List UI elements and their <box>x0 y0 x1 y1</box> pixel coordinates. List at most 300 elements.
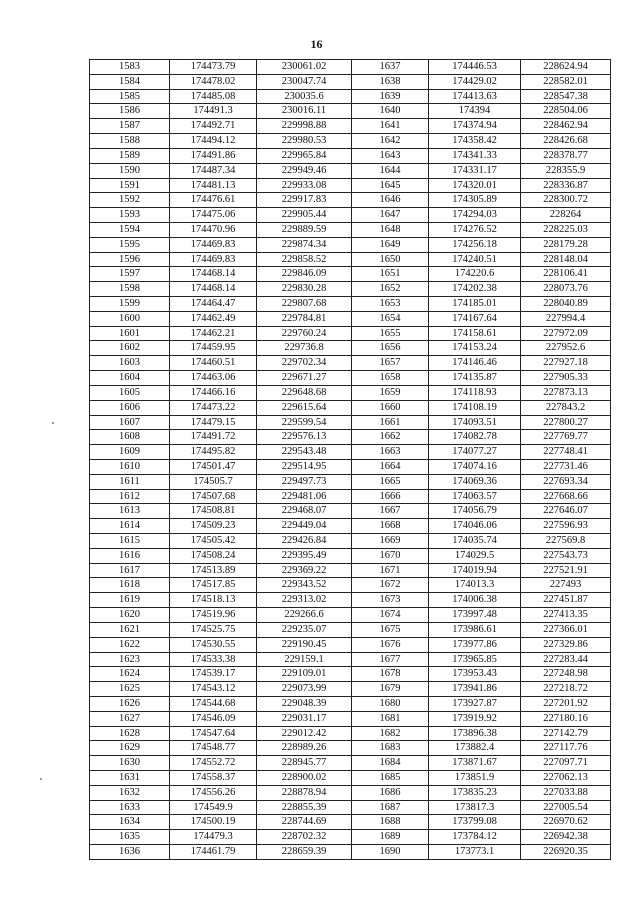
table-cell: 174294.03 <box>429 208 521 223</box>
table-cell: 228900.02 <box>257 771 352 786</box>
table-cell: 174507.68 <box>170 489 257 504</box>
table-cell: 229426.84 <box>257 534 352 549</box>
table-cell: 1601 <box>90 326 170 341</box>
table-row <box>90 785 611 800</box>
table-cell: 1585 <box>90 89 170 104</box>
table-cell: 174013.3 <box>429 578 521 593</box>
table-row <box>90 222 611 237</box>
table-cell: 1646 <box>352 193 429 208</box>
table-cell: 227005.54 <box>521 800 611 815</box>
table-row <box>90 89 611 104</box>
table-cell: 174508.81 <box>170 504 257 519</box>
table-cell: 174220.6 <box>429 267 521 282</box>
table-cell: 1640 <box>352 104 429 119</box>
table-cell: 230035.6 <box>257 89 352 104</box>
table-cell: 174082.78 <box>429 430 521 445</box>
table-cell: 229648.68 <box>257 385 352 400</box>
table-cell: 229671.27 <box>257 371 352 386</box>
table-row <box>90 415 611 430</box>
table-cell: 227142.79 <box>521 726 611 741</box>
table-row <box>90 148 611 163</box>
table-cell: 1614 <box>90 519 170 534</box>
table-cell: 228582.01 <box>521 74 611 89</box>
table-cell: 1665 <box>352 474 429 489</box>
table-cell: 229576.13 <box>257 430 352 445</box>
table-row <box>90 696 611 711</box>
table-cell: 174517.85 <box>170 578 257 593</box>
table-cell: 1647 <box>352 208 429 223</box>
table-cell: 174543.12 <box>170 682 257 697</box>
table-cell: 229784.81 <box>257 311 352 326</box>
table-cell: 1680 <box>352 696 429 711</box>
table-cell: 1619 <box>90 593 170 608</box>
table-row <box>90 593 611 608</box>
table-cell: 174547.64 <box>170 726 257 741</box>
table-cell: 173986.61 <box>429 622 521 637</box>
table-cell: 227366.01 <box>521 622 611 637</box>
table-cell: 1607 <box>90 415 170 430</box>
table-cell: 1583 <box>90 60 170 75</box>
table-cell: 1596 <box>90 252 170 267</box>
table-cell: 1690 <box>352 845 429 860</box>
scan-speck <box>40 778 42 780</box>
table-cell: 1629 <box>90 741 170 756</box>
table-cell: 229369.22 <box>257 563 352 578</box>
table-cell: 229965.84 <box>257 148 352 163</box>
table-cell: 174549.9 <box>170 800 257 815</box>
table-cell: 229266.6 <box>257 608 352 623</box>
table-row <box>90 578 611 593</box>
table-cell: 1679 <box>352 682 429 697</box>
table-cell: 1684 <box>352 756 429 771</box>
table-cell: 174069.36 <box>429 474 521 489</box>
table-cell: 230047.74 <box>257 74 352 89</box>
table-cell: 174446.53 <box>429 60 521 75</box>
table-row <box>90 371 611 386</box>
table-cell: 1660 <box>352 400 429 415</box>
table-cell: 1600 <box>90 311 170 326</box>
table-cell: 1622 <box>90 637 170 652</box>
table-row <box>90 104 611 119</box>
table-cell: 227905.33 <box>521 371 611 386</box>
table-row <box>90 459 611 474</box>
table-cell: 228744.69 <box>257 815 352 830</box>
table-cell: 1621 <box>90 622 170 637</box>
table-cell: 1636 <box>90 845 170 860</box>
table-cell: 174500.19 <box>170 815 257 830</box>
table-cell: 173871.67 <box>429 756 521 771</box>
table-cell: 1670 <box>352 548 429 563</box>
table-cell: 1661 <box>352 415 429 430</box>
table-cell: 228945.77 <box>257 756 352 771</box>
table-cell: 174505.7 <box>170 474 257 489</box>
table-cell: 1625 <box>90 682 170 697</box>
table-row <box>90 341 611 356</box>
table-cell: 1632 <box>90 785 170 800</box>
table-cell: 228225.03 <box>521 222 611 237</box>
table-row <box>90 326 611 341</box>
table-cell: 1638 <box>352 74 429 89</box>
table-cell: 227569.8 <box>521 534 611 549</box>
table-row <box>90 163 611 178</box>
table-cell: 1664 <box>352 459 429 474</box>
table-cell: 174167.64 <box>429 311 521 326</box>
table-cell: 229514.95 <box>257 459 352 474</box>
table-cell: 1678 <box>352 667 429 682</box>
table-cell: 174135.87 <box>429 371 521 386</box>
table-cell: 174494.12 <box>170 134 257 149</box>
table-cell: 174108.19 <box>429 400 521 415</box>
table-cell: 229468.07 <box>257 504 352 519</box>
table-cell: 1592 <box>90 193 170 208</box>
table-cell: 1676 <box>352 637 429 652</box>
table-row <box>90 608 611 623</box>
table-cell: 1639 <box>352 89 429 104</box>
table-cell: 227180.16 <box>521 711 611 726</box>
table-cell: 227201.92 <box>521 696 611 711</box>
table-cell: 229190.45 <box>257 637 352 652</box>
table-cell: 174466.16 <box>170 385 257 400</box>
table-cell: 229702.34 <box>257 356 352 371</box>
table-cell: 226942.38 <box>521 830 611 845</box>
table-cell: 1671 <box>352 563 429 578</box>
table-cell: 228878.94 <box>257 785 352 800</box>
table-cell: 1654 <box>352 311 429 326</box>
table-cell: 1653 <box>352 297 429 312</box>
table-cell: 229497.73 <box>257 474 352 489</box>
table-row <box>90 74 611 89</box>
table-cell: 1682 <box>352 726 429 741</box>
table-cell: 228040.89 <box>521 297 611 312</box>
coordinates-table-body <box>90 60 611 860</box>
table-cell: 1673 <box>352 593 429 608</box>
table-cell: 174556.26 <box>170 785 257 800</box>
table-cell: 1643 <box>352 148 429 163</box>
table-cell: 228106.41 <box>521 267 611 282</box>
table-cell: 228148.04 <box>521 252 611 267</box>
table-cell: 173851.9 <box>429 771 521 786</box>
table-cell: 174077.27 <box>429 445 521 460</box>
table-cell: 227117.76 <box>521 741 611 756</box>
table-row <box>90 297 611 312</box>
table-cell: 174492.71 <box>170 119 257 134</box>
table-cell: 227873.13 <box>521 385 611 400</box>
table-cell: 1597 <box>90 267 170 282</box>
table-cell: 1605 <box>90 385 170 400</box>
table-cell: 227693.34 <box>521 474 611 489</box>
table-cell: 174470.96 <box>170 222 257 237</box>
table-cell: 229343.52 <box>257 578 352 593</box>
table-cell: 173882.4 <box>429 741 521 756</box>
table-cell: 1617 <box>90 563 170 578</box>
table-row <box>90 548 611 563</box>
table-cell: 174509.23 <box>170 519 257 534</box>
table-row <box>90 711 611 726</box>
table-cell: 229998.88 <box>257 119 352 134</box>
table-cell: 1610 <box>90 459 170 474</box>
table-cell: 229031.17 <box>257 711 352 726</box>
table-cell: 173997.48 <box>429 608 521 623</box>
table-cell: 1634 <box>90 815 170 830</box>
table-row <box>90 652 611 667</box>
table-cell: 228355.9 <box>521 163 611 178</box>
table-cell: 1652 <box>352 282 429 297</box>
table-cell: 1624 <box>90 667 170 682</box>
table-cell: 229874.34 <box>257 237 352 252</box>
table-row <box>90 430 611 445</box>
table-row <box>90 489 611 504</box>
table-cell: 174485.08 <box>170 89 257 104</box>
table-cell: 1645 <box>352 178 429 193</box>
table-row <box>90 311 611 326</box>
table-cell: 174158.61 <box>429 326 521 341</box>
table-cell: 1667 <box>352 504 429 519</box>
table-cell: 227646.07 <box>521 504 611 519</box>
table-cell: 227668.66 <box>521 489 611 504</box>
table-row <box>90 193 611 208</box>
table-row <box>90 622 611 637</box>
table-row <box>90 682 611 697</box>
table-cell: 229933.08 <box>257 178 352 193</box>
table-cell: 229736.8 <box>257 341 352 356</box>
table-cell: 1593 <box>90 208 170 223</box>
table-row <box>90 60 611 75</box>
table-cell: 228989.26 <box>257 741 352 756</box>
table-cell: 1641 <box>352 119 429 134</box>
table-cell: 174063.57 <box>429 489 521 504</box>
table-cell: 1588 <box>90 134 170 149</box>
table-cell: 228504.06 <box>521 104 611 119</box>
table-cell: 1606 <box>90 400 170 415</box>
table-cell: 174476.61 <box>170 193 257 208</box>
table-cell: 174429.02 <box>429 74 521 89</box>
table-cell: 1637 <box>352 60 429 75</box>
table-row <box>90 771 611 786</box>
table-cell: 228855.39 <box>257 800 352 815</box>
table-row <box>90 400 611 415</box>
table-cell: 1674 <box>352 608 429 623</box>
table-cell: 1659 <box>352 385 429 400</box>
table-cell: 1602 <box>90 341 170 356</box>
table-row <box>90 119 611 134</box>
table-cell: 1666 <box>352 489 429 504</box>
table-row <box>90 267 611 282</box>
table-cell: 227596.93 <box>521 519 611 534</box>
table-cell: 1618 <box>90 578 170 593</box>
table-cell: 1620 <box>90 608 170 623</box>
table-row <box>90 726 611 741</box>
table-cell: 229615.64 <box>257 400 352 415</box>
table-cell: 174276.52 <box>429 222 521 237</box>
table-cell: 174491.72 <box>170 430 257 445</box>
table-cell: 227329.86 <box>521 637 611 652</box>
table-cell: 174374.94 <box>429 119 521 134</box>
table-cell: 174413.63 <box>429 89 521 104</box>
table-cell: 1650 <box>352 252 429 267</box>
table-cell: 1628 <box>90 726 170 741</box>
table-cell: 174513.89 <box>170 563 257 578</box>
table-cell: 227493 <box>521 578 611 593</box>
table-cell: 174202.38 <box>429 282 521 297</box>
table-cell: 1662 <box>352 430 429 445</box>
table-cell: 174533.38 <box>170 652 257 667</box>
table-cell: 174046.06 <box>429 519 521 534</box>
table-cell: 229917.83 <box>257 193 352 208</box>
table-cell: 1604 <box>90 371 170 386</box>
table-cell: 1687 <box>352 800 429 815</box>
table-cell: 1635 <box>90 830 170 845</box>
table-cell: 228336.87 <box>521 178 611 193</box>
table-cell: 174461.79 <box>170 845 257 860</box>
table-cell: 228378.77 <box>521 148 611 163</box>
table-cell: 1584 <box>90 74 170 89</box>
table-cell: 174394 <box>429 104 521 119</box>
table-row <box>90 830 611 845</box>
table-cell: 1651 <box>352 267 429 282</box>
table-cell: 1612 <box>90 489 170 504</box>
table-cell: 228624.94 <box>521 60 611 75</box>
table-cell: 174479.3 <box>170 830 257 845</box>
table-cell: 173773.1 <box>429 845 521 860</box>
table-row <box>90 667 611 682</box>
table-cell: 1626 <box>90 696 170 711</box>
table-cell: 227972.09 <box>521 326 611 341</box>
table-cell: 173919.92 <box>429 711 521 726</box>
table-cell: 1663 <box>352 445 429 460</box>
table-cell: 1642 <box>352 134 429 149</box>
table-cell: 174478.02 <box>170 74 257 89</box>
table-cell: 227769.77 <box>521 430 611 445</box>
table-cell: 174544.68 <box>170 696 257 711</box>
table-cell: 174029.5 <box>429 548 521 563</box>
table-cell: 229858.52 <box>257 252 352 267</box>
table-cell: 1677 <box>352 652 429 667</box>
table-cell: 174240.51 <box>429 252 521 267</box>
table-cell: 228702.32 <box>257 830 352 845</box>
table-cell: 1586 <box>90 104 170 119</box>
table-cell: 1657 <box>352 356 429 371</box>
table-cell: 174519.96 <box>170 608 257 623</box>
table-cell: 174146.46 <box>429 356 521 371</box>
table-cell: 1615 <box>90 534 170 549</box>
table-cell: 174056.79 <box>429 504 521 519</box>
table-row <box>90 134 611 149</box>
table-cell: 227413.35 <box>521 608 611 623</box>
table-cell: 174505.42 <box>170 534 257 549</box>
table-cell: 229073.99 <box>257 682 352 697</box>
table-cell: 227927.18 <box>521 356 611 371</box>
table-row <box>90 282 611 297</box>
table-cell: 174525.75 <box>170 622 257 637</box>
table-row <box>90 474 611 489</box>
table-cell: 229543.48 <box>257 445 352 460</box>
table-cell: 174459.95 <box>170 341 257 356</box>
scan-speck <box>52 422 54 424</box>
table-cell: 227097.71 <box>521 756 611 771</box>
table-cell: 229830.28 <box>257 282 352 297</box>
table-cell: 174019.94 <box>429 563 521 578</box>
table-cell: 227800.27 <box>521 415 611 430</box>
table-cell: 1668 <box>352 519 429 534</box>
table-row <box>90 519 611 534</box>
table-row <box>90 741 611 756</box>
table-cell: 229481.06 <box>257 489 352 504</box>
table-cell: 174487.34 <box>170 163 257 178</box>
table-cell: 174341.33 <box>429 148 521 163</box>
table-cell: 227952.6 <box>521 341 611 356</box>
table-cell: 1608 <box>90 430 170 445</box>
table-cell: 1630 <box>90 756 170 771</box>
table-cell: 227843.2 <box>521 400 611 415</box>
table-cell: 1681 <box>352 711 429 726</box>
table-cell: 229846.09 <box>257 267 352 282</box>
table-row <box>90 385 611 400</box>
table-cell: 1613 <box>90 504 170 519</box>
table-cell: 174548.77 <box>170 741 257 756</box>
table-row <box>90 845 611 860</box>
table-row <box>90 237 611 252</box>
table-cell: 1688 <box>352 815 429 830</box>
table-cell: 227062.13 <box>521 771 611 786</box>
table-cell: 1590 <box>90 163 170 178</box>
table-cell: 228073.76 <box>521 282 611 297</box>
table-cell: 174491.3 <box>170 104 257 119</box>
table-cell: 227543.73 <box>521 548 611 563</box>
table-cell: 174473.22 <box>170 400 257 415</box>
table-cell: 173977.86 <box>429 637 521 652</box>
table-cell: 174468.14 <box>170 267 257 282</box>
table-cell: 228659.39 <box>257 845 352 860</box>
table-cell: 174185.01 <box>429 297 521 312</box>
table-cell: 229905.44 <box>257 208 352 223</box>
table-cell: 229048.39 <box>257 696 352 711</box>
table-cell: 228426.68 <box>521 134 611 149</box>
table-cell: 1648 <box>352 222 429 237</box>
table-cell: 174530.55 <box>170 637 257 652</box>
table-cell: 1675 <box>352 622 429 637</box>
table-cell: 227451.87 <box>521 593 611 608</box>
table-cell: 1623 <box>90 652 170 667</box>
table-cell: 174153.24 <box>429 341 521 356</box>
table-cell: 229235.07 <box>257 622 352 637</box>
table-cell: 1672 <box>352 578 429 593</box>
table-cell: 1599 <box>90 297 170 312</box>
table-cell: 174558.37 <box>170 771 257 786</box>
table-cell: 174473.79 <box>170 60 257 75</box>
table-cell: 229599.54 <box>257 415 352 430</box>
table-row <box>90 252 611 267</box>
table-cell: 174358.42 <box>429 134 521 149</box>
table-cell: 174546.09 <box>170 711 257 726</box>
table-cell: 229395.49 <box>257 548 352 563</box>
table-cell: 227033.88 <box>521 785 611 800</box>
table-cell: 1603 <box>90 356 170 371</box>
table-cell: 173784.12 <box>429 830 521 845</box>
table-cell: 1658 <box>352 371 429 386</box>
table-cell: 227248.98 <box>521 667 611 682</box>
table-cell: 1589 <box>90 148 170 163</box>
table-cell: 226920.35 <box>521 845 611 860</box>
table-row <box>90 800 611 815</box>
table-cell: 173817.3 <box>429 800 521 815</box>
table-cell: 230016.11 <box>257 104 352 119</box>
table-cell: 228462.94 <box>521 119 611 134</box>
table-cell: 1683 <box>352 741 429 756</box>
table-row <box>90 534 611 549</box>
table-cell: 173927.87 <box>429 696 521 711</box>
table-cell: 174518.13 <box>170 593 257 608</box>
table-cell: 174462.49 <box>170 311 257 326</box>
